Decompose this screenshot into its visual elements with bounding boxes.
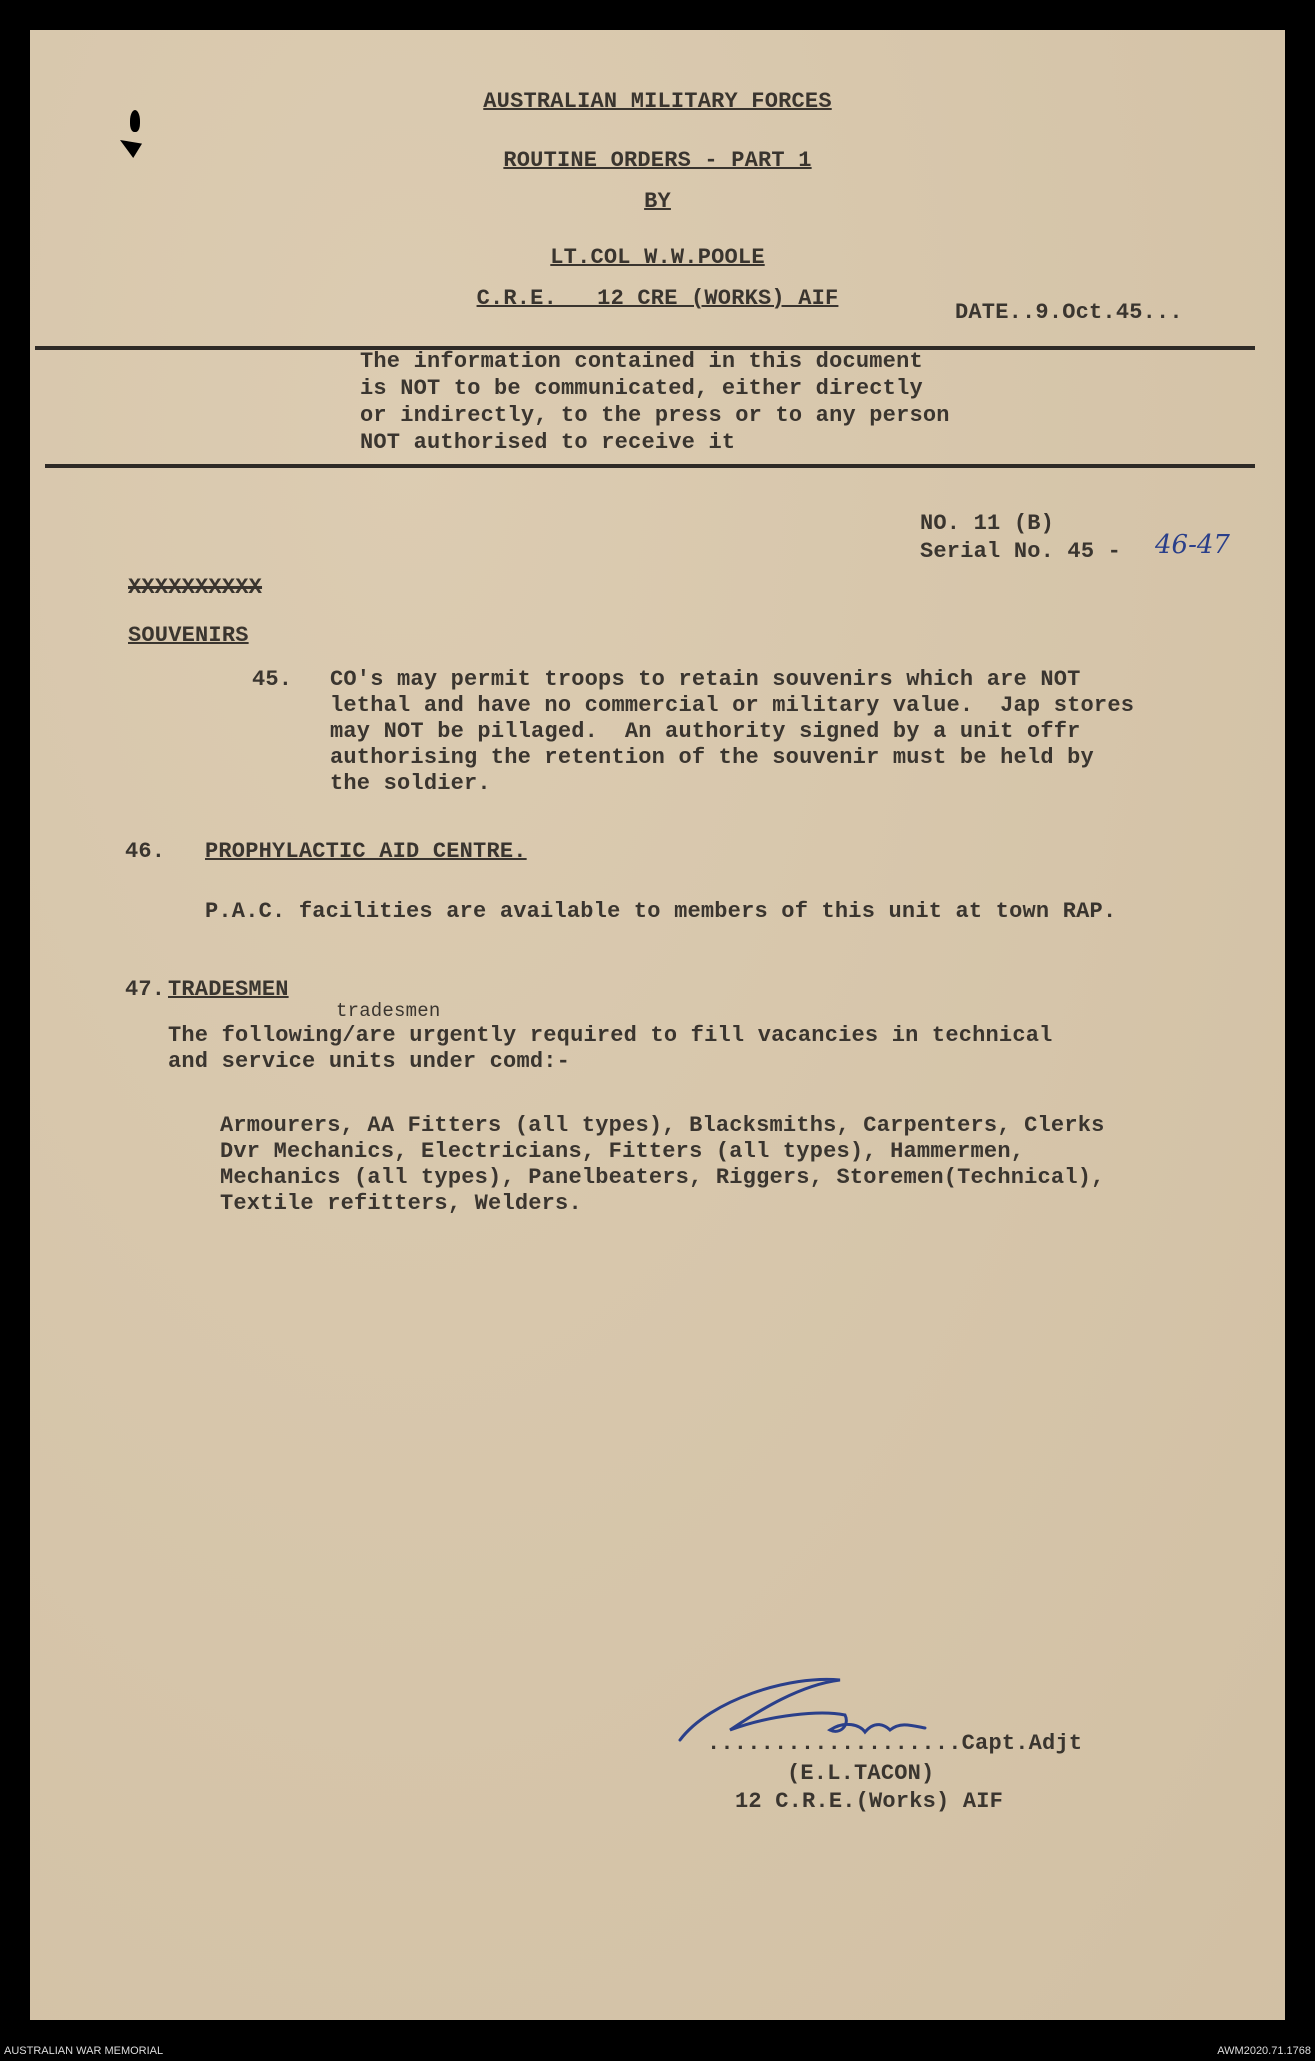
item-46-text: P.A.C. facilities are available to members of this unit at town RAP. (205, 899, 1117, 924)
item-45-line-1: CO's may permit troops to retain souvenirs which are NOT (330, 667, 1081, 692)
signatory-name: (E.L.TACON) (787, 1761, 935, 1786)
notice-rule-bottom (45, 464, 1255, 468)
item-47-number: 47. (125, 977, 166, 1002)
item-47-line-2: and service units under comd:- (168, 1049, 571, 1074)
unit-line: C.R.E. 12 CRE (WORKS) AIF (476, 286, 839, 311)
item-46-number: 46. (125, 839, 166, 864)
item-45-number: 45. (252, 667, 293, 692)
serial-number: Serial No. 45 - (920, 539, 1122, 564)
item-47-heading: TRADESMEN (168, 977, 289, 1002)
order-number: NO. 11 (B) (920, 511, 1055, 536)
trades-line-1: Armourers, AA Fitters (all types), Blacksmiths, Carpenters, Clerks (220, 1113, 1105, 1138)
security-notice-line-2: is NOT to be communicated, either directly (360, 376, 923, 401)
footer-credit: AUSTRALIAN WAR MEMORIAL (4, 2045, 164, 2057)
item-45-line-4: authorising the retention of the souvenir must be held by (330, 745, 1094, 770)
item-47-line-1: The following/are urgently required to fill vacancies in technical (168, 1023, 1053, 1048)
footer-accession: AWM2020.71.1768 (1217, 2045, 1311, 2057)
item-45-line-5: the soldier. (330, 771, 491, 796)
by-line: BY (644, 189, 671, 214)
trades-line-2: Dvr Mechanics, Electricians, Fitters (all types), Hammermen, (220, 1139, 1025, 1164)
signature-line: ...................Capt.Adjt (707, 1731, 1083, 1756)
item-47-insert: tradesmen (336, 1000, 441, 1022)
item-46-heading: PROPHYLACTIC AID CENTRE. (205, 839, 527, 864)
order-date: DATE..9.Oct.45... (955, 300, 1183, 325)
document-page (30, 30, 1285, 2020)
serial-handwritten: 46-47 (1155, 530, 1230, 560)
item-45-line-3: may NOT be pillaged. An authority signed by a unit offr (330, 719, 1081, 744)
trades-line-4: Textile refitters, Welders. (220, 1191, 582, 1216)
orders-title: ROUTINE ORDERS - PART 1 (503, 148, 812, 173)
officer-name: LT.COL W.W.POOLE (550, 245, 765, 270)
security-notice-line-1: The information contained in this document (360, 349, 923, 374)
struck-heading: XXXXXXXXXX (128, 575, 263, 600)
souvenirs-heading: SOUVENIRS (128, 623, 249, 648)
signatory-unit: 12 C.R.E.(Works) AIF (735, 1789, 1004, 1814)
trades-line-3: Mechanics (all types), Panelbeaters, Riggers, Storemen(Technical), (220, 1165, 1105, 1190)
security-notice-line-4: NOT authorised to receive it (360, 430, 736, 455)
item-45-line-2: lethal and have no commercial or military value. Jap stores (330, 693, 1135, 718)
security-notice-line-3: or indirectly, to the press or to any person (360, 403, 950, 428)
org-heading: AUSTRALIAN MILITARY FORCES (483, 89, 832, 114)
